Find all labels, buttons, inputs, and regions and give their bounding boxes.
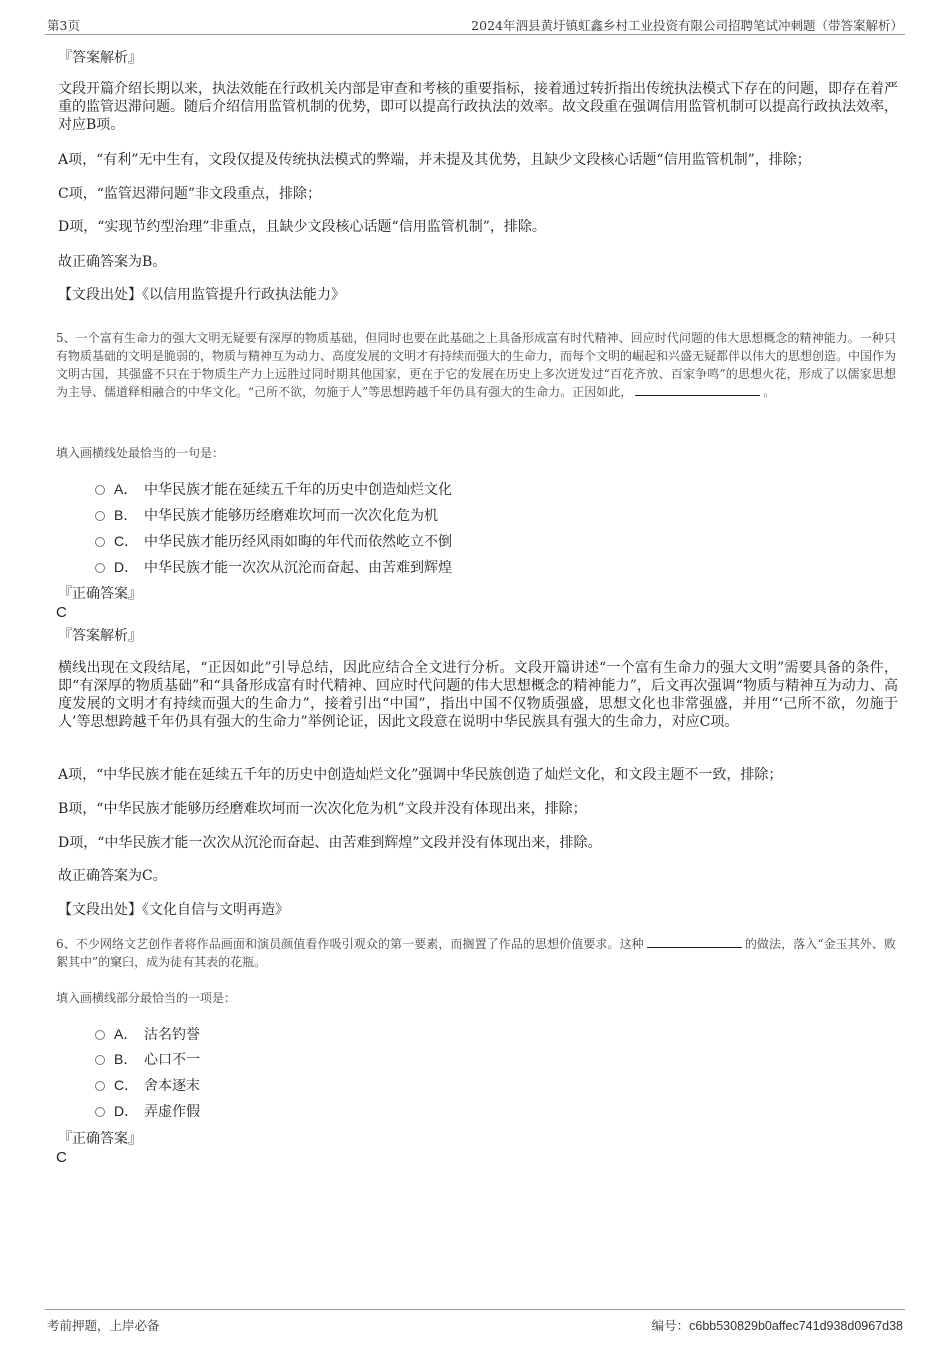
radio-icon[interactable] — [95, 1030, 105, 1040]
q5-stem — [56, 329, 896, 401]
page-footer — [45, 1309, 905, 1336]
q5-option-d-explain: D项，“中华民族才能一次次从沉沦而奋起、由苦难到辉煌”文段并没有体现出来，排除。 — [58, 835, 602, 851]
q6-option-a-text: 沽名钓誉 — [144, 1027, 200, 1043]
radio-icon[interactable] — [95, 485, 105, 495]
q6-correct-answer: C — [56, 1149, 67, 1166]
q6-fill-blank — [647, 935, 742, 948]
q6-stem — [56, 935, 896, 971]
q5-option-b-explain: B项，“中华民族才能够历经磨难坎坷而一次次化危为机”文段并没有体现出来，排除； — [58, 801, 587, 817]
q6-stem-end: 的做法，落入“金玉其外、败絮其中”的窠臼，成为徒有其表的花瓶。 — [56, 937, 896, 969]
q5-option-a-explain: A项，“中华民族才能在延续五千年的历史中创造灿烂文化”强调中华民族创造了灿烂文化，和文段主题不一致，排除； — [58, 767, 783, 783]
q5-option-d-text: 中华民族才能一次次从沉沦而奋起、由苦难到辉煌 — [144, 560, 452, 576]
document-code — [652, 1316, 903, 1334]
q5-option-b-letter: B． — [114, 507, 138, 523]
q5-option-b-text: 中华民族才能够历经磨难坎坷而一次次化危为机 — [144, 508, 438, 524]
q5-option-a[interactable] — [95, 480, 452, 499]
q4-option-c-explain: C项，“监管迟滞问题”非文段重点，排除； — [58, 186, 322, 202]
q5-option-c-letter: C． — [114, 533, 139, 549]
radio-icon[interactable] — [95, 511, 105, 521]
q5-option-c[interactable] — [95, 532, 452, 551]
q5-option-b[interactable] — [95, 506, 438, 525]
page-header — [45, 12, 905, 35]
q6-option-d-letter: D． — [114, 1103, 139, 1119]
q5-analysis-label: 『答案解析』 — [58, 628, 142, 644]
q5-option-d[interactable] — [95, 558, 452, 577]
q6-option-a-letter: A． — [114, 1026, 138, 1042]
q6-option-b-text: 心口不一 — [144, 1052, 200, 1068]
q5-option-c-text: 中华民族才能历经风雨如晦的年代而依然屹立不倒 — [144, 534, 452, 550]
q4-analysis-main: 文段开篇介绍长期以来，执法效能在行政机关内部是审查和考核的重要指标，接着通过转折指出传统执法模式下存在的问题，即存在着严重的监管迟滞问题。随后介绍信用监管机制的优势，即可以提高行政执法的效率。故文段重在强调信用监管机制可以提高行政执法效率，对应B项。 — [58, 81, 898, 133]
q5-fill-blank — [635, 383, 760, 396]
q4-conclusion: 故正确答案为B。 — [58, 254, 167, 270]
document-title: 2024年泗县黄圩镇虹鑫乡村工业投资有限公司招聘笔试冲刺题（带答案解析） — [471, 18, 903, 33]
q5-stem-text: 5、一个富有生命力的强大文明无疑要有深厚的物质基础，但同时也要在此基础之上具备形成富有时代精神、回应时代问题的伟大思想概念的精神能力。一种只有物质基础的文明是脆弱的，物质与精神互为动力、高度发展的文明才有持续而强大的生命力，而每个文明的崛起和兴盛无疑都伴以伟大的思想创造。中国作为文明古国，其强盛不只在于物质生产力上远胜过同时期其他国家，更在于它的发展在历史上多次迸发过“百花齐放、百家争鸣”的思想火花，形成了以儒家思想为主导、儒道释相融合的中华文化。“己所不欲，勿施于人”等思想跨越千年仍具有强大的生命力。正因如此， — [56, 331, 897, 399]
q6-option-a[interactable] — [95, 1025, 200, 1044]
q6-option-b-letter: B． — [114, 1051, 138, 1067]
q5-conclusion: 故正确答案为C。 — [58, 868, 167, 884]
q5-stem-end: 。 — [763, 385, 776, 399]
q5-correct-label: 『正确答案』 — [58, 586, 142, 602]
q6-option-c-letter: C． — [114, 1077, 139, 1093]
radio-icon[interactable] — [95, 1055, 105, 1065]
q6-option-c[interactable] — [95, 1076, 200, 1095]
q6-stem-text: 6、不少网络文艺创作者将作品画面和演员颜值看作吸引观众的第一要素，而搁置了作品的思想价值要求。这种 — [56, 937, 644, 951]
radio-icon[interactable] — [95, 537, 105, 547]
q6-correct-label: 『正确答案』 — [58, 1131, 142, 1147]
page-number: 第3页 — [47, 18, 80, 33]
q5-source: 【文段出处】《文化自信与文明再造》 — [58, 902, 289, 918]
q4-source: 【文段出处】《以信用监管提升行政执法能力》 — [58, 287, 345, 303]
q5-prompt: 填入画横线处最恰当的一句是： — [56, 446, 225, 460]
radio-icon[interactable] — [95, 1081, 105, 1091]
q4-option-a-explain: A项，“有利”无中生有，文段仅提及传统执法模式的弊端，并未提及其优势，且缺少文段核心话题“信用监管机制”，排除； — [58, 152, 811, 168]
radio-icon[interactable] — [95, 1107, 105, 1117]
q6-option-b[interactable] — [95, 1050, 200, 1069]
q4-analysis-label: 『答案解析』 — [58, 50, 142, 66]
q5-analysis-main: 横线出现在文段结尾，“正因如此”引导总结，因此应结合全文进行分析。文段开篇讲述“一个富有生命力的强大文明”需要具备的条件，即“有深厚的物质基础”和“具备形成富有时代精神、回应时代问题的伟大思想概念的精神能力”，后文再次强调“物质与精神互为动力、高度发展的文明才有持续而强大的生命力”，接着引出“中国”，指出中国不仅物质强盛，思想文化也非常强盛，并用“‘己所不欲，勿施于人’等思想跨越千年仍具有强大的生命力”举例论证，因此文段意在说明中华民族具有强大的生命力，对应C项。 — [58, 660, 898, 730]
q5-option-a-text: 中华民族才能在延续五千年的历史中创造灿烂文化 — [144, 482, 452, 498]
radio-icon[interactable] — [95, 563, 105, 573]
document-code-label: 编号： — [651, 1318, 690, 1333]
q5-option-d-letter: D． — [114, 559, 139, 575]
document-code-value: c6bb530829b0affec741d938d0967d38 — [689, 1319, 903, 1333]
q6-prompt: 填入画横线部分最恰当的一项是： — [56, 991, 237, 1005]
q6-option-c-text: 舍本逐末 — [144, 1078, 200, 1094]
q6-option-d-text: 弄虚作假 — [144, 1104, 200, 1120]
footer-slogan: 考前押题，上岸必备 — [47, 1318, 160, 1333]
q5-option-a-letter: A． — [114, 481, 138, 497]
q4-option-d-explain: D项，“实现节约型治理”非重点，且缺少文段核心话题“信用监管机制”，排除。 — [58, 219, 546, 235]
q6-option-d[interactable] — [95, 1102, 200, 1121]
q5-correct-answer: C — [56, 604, 67, 621]
